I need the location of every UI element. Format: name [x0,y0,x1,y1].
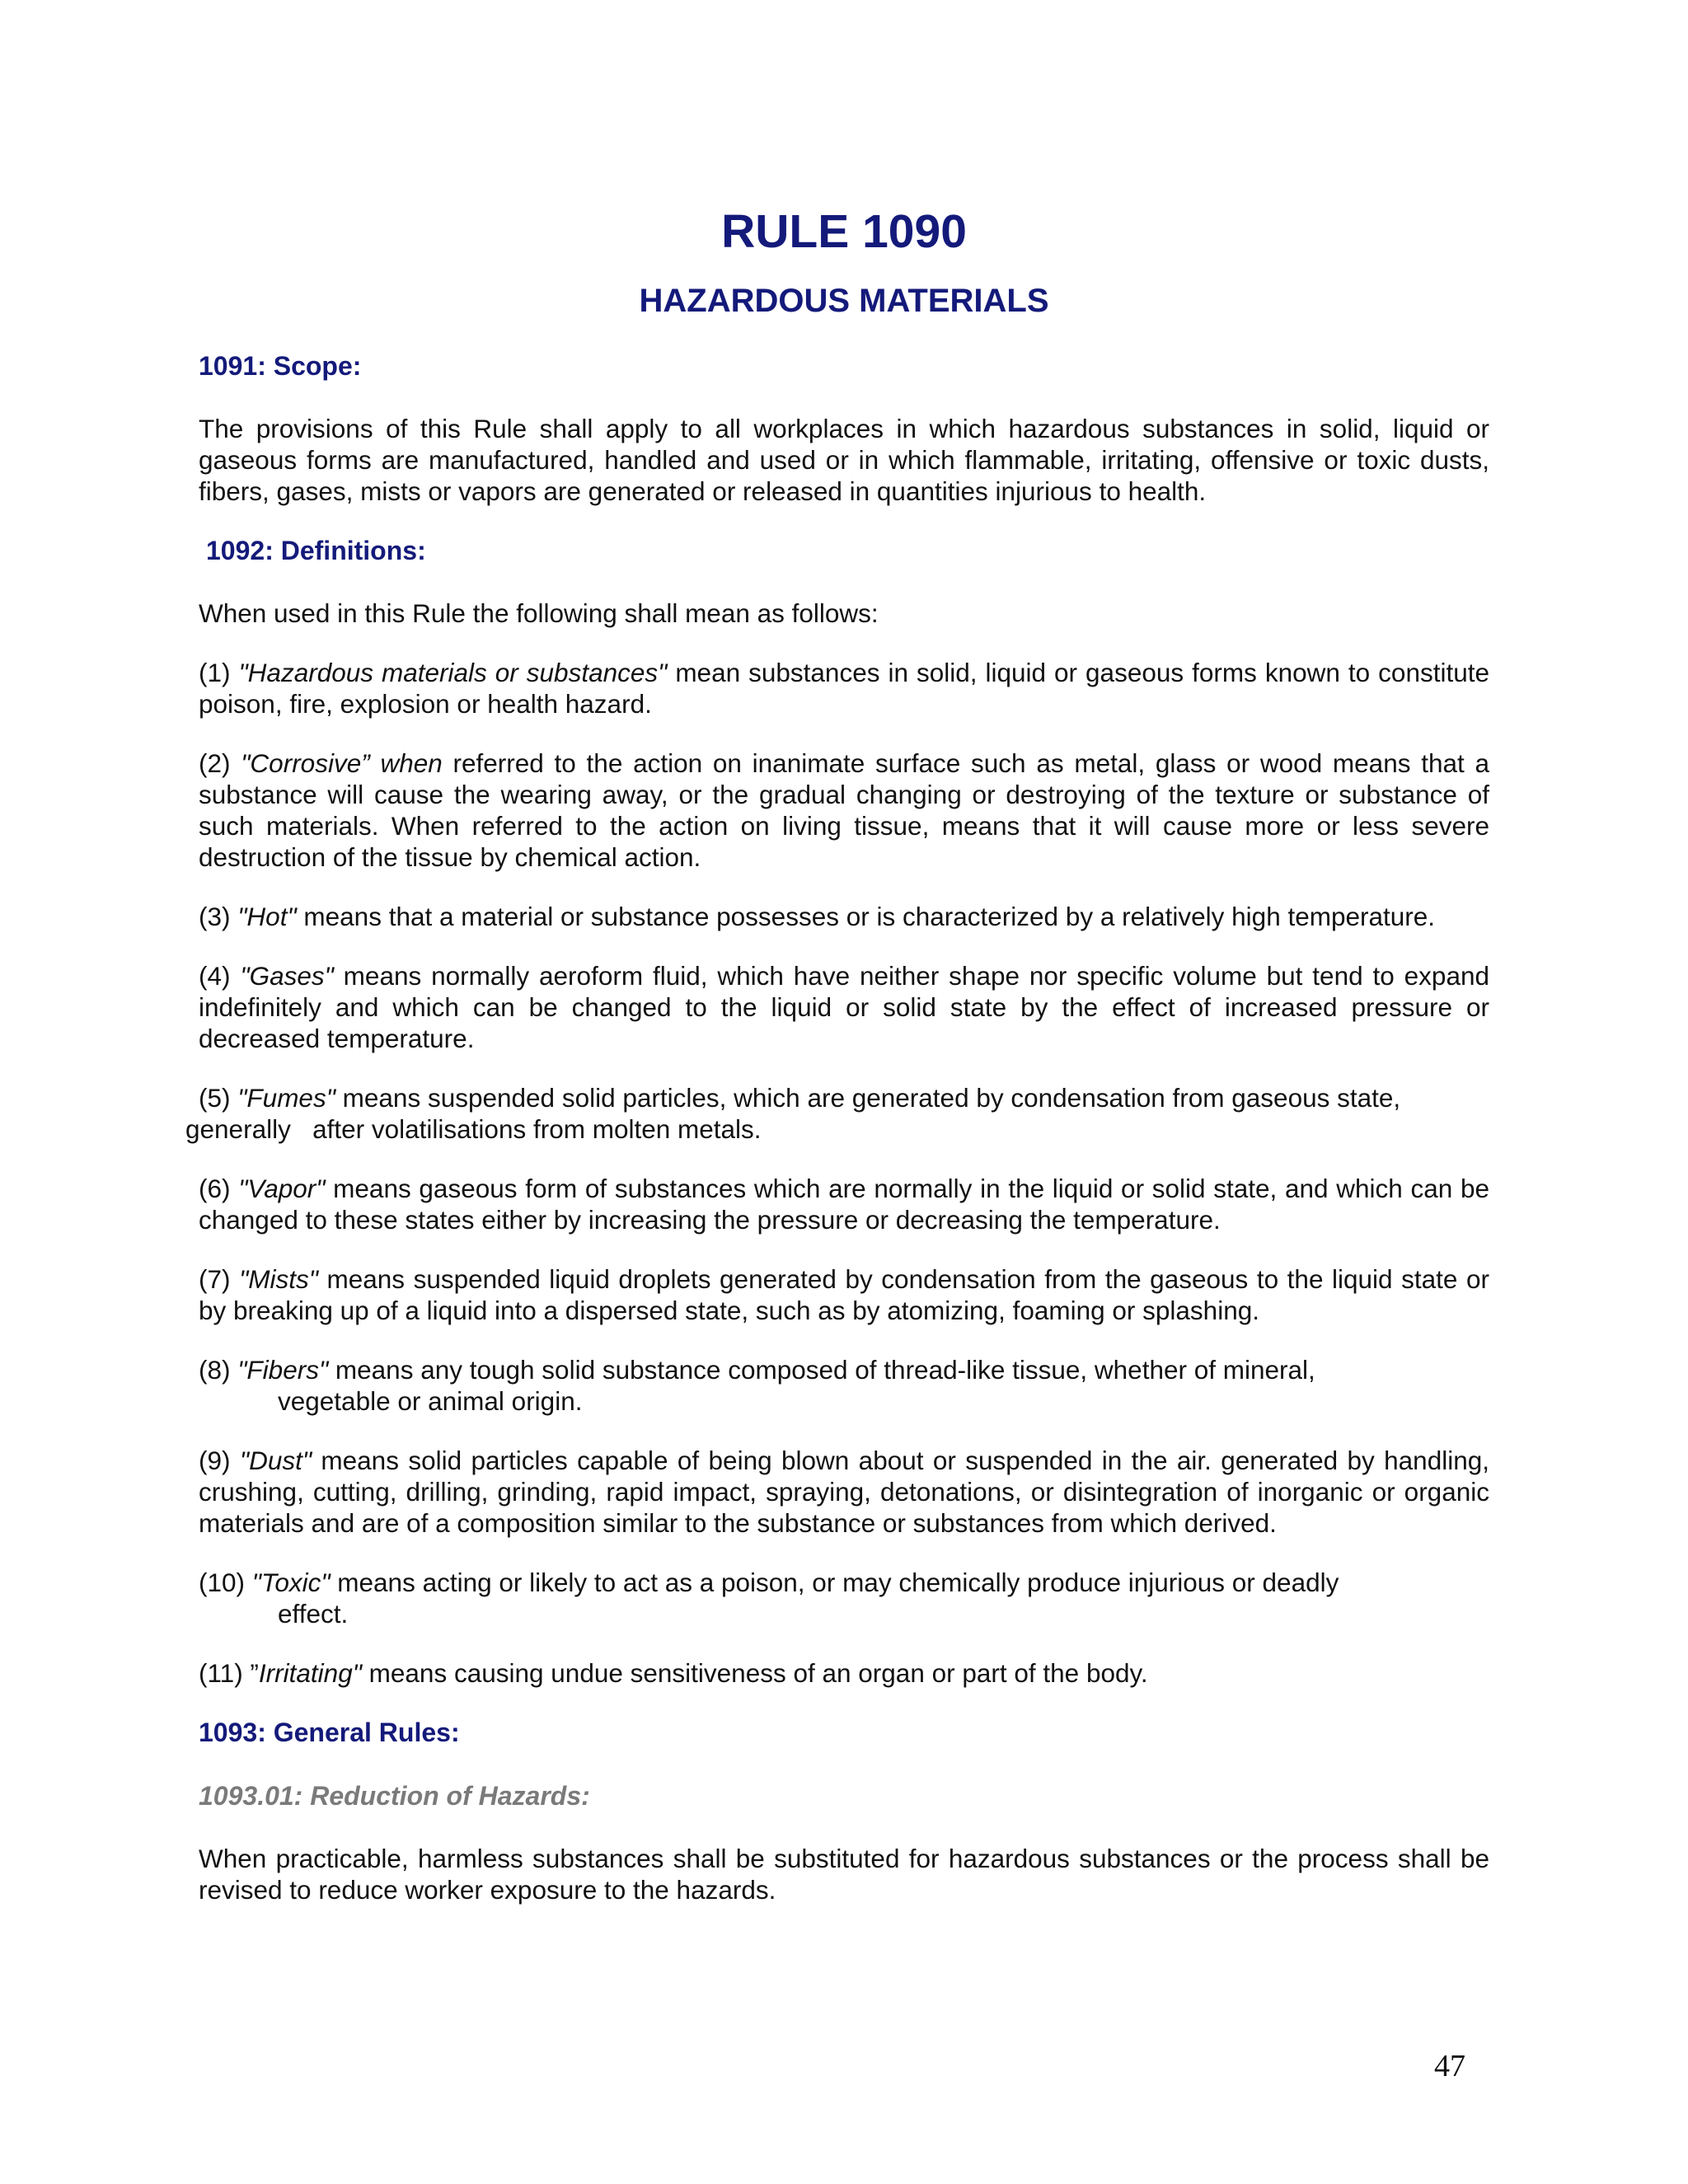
definition-item [199,1567,1489,1629]
definition-term: Irritating" [258,1658,362,1689]
definition-item [199,1263,1489,1326]
definition-text: means acting or likely to act as a poison, or may chemically produce injurious or deadly [330,1568,1339,1598]
definition-continuation: generally after volatilisations from molten metals. [185,1114,762,1145]
definition-item [199,748,1489,873]
definition-text: means causing undue sensitiveness of an organ or part of the body. [361,1658,1148,1689]
definition-item [199,1445,1489,1539]
definition-text: referred to the action on inanimate surface such as metal, glass or wood means that a substance will cause the wearing away, or the gradual changing or destroying of the texture or substance of such materials. When referred to the action on living tissue, means that it will cause more or less severe destruction of the tissue by chemical action. [199,748,1490,873]
definition-number: (11) ” [199,1658,259,1689]
definition-item [199,901,1489,932]
definition-item [199,1657,1489,1689]
definition-term: "Vapor" [238,1174,326,1204]
definition-text: means suspended solid particles, which are generated by condensation from gaseous state, [335,1083,1401,1113]
definition-number: (10) [199,1568,252,1598]
definition-term: "Hazardous materials or substances" [238,658,668,688]
definition-text: means normally aeroform fluid, which have neither shape nor specific volume but tend to expand indefinitely and which can be changed to the liquid or solid state by the effect of increased pressure or decreased temperature. [199,961,1489,1054]
definition-item [199,657,1489,719]
reduction-of-hazards-heading: 1093.01: Reduction of Hazards: [199,1780,590,1811]
reduction-of-hazards-text: When practicable, harmless substances shall be substituted for hazardous substances or the process shall be revised to reduce worker exposure to the hazards. [199,1844,1489,1905]
definition-text: mean substances in solid, liquid or gaseous forms known to constitute poison, fire, explosion or health hazard. [199,658,1490,719]
definition-text: means any tough solid substance composed of thread-like tissue, whether of mineral, [328,1355,1315,1385]
definition-text: means solid particles capable of being blown about or suspended in the air. generated by handling, crushing, cutting, drilling, grinding, rapid impact, spraying, detonations, or disintegration of inorganic or organic materials and are of a composition similar to the substance or substances from which derived. [199,1446,1489,1539]
definition-number: (2) [199,748,241,779]
definition-text: means that a material or substance possesses or is characterized by a relatively high temperature. [296,902,1436,932]
definition-term: "Gases" [240,961,334,991]
definition-term: "Fibers" [237,1355,329,1385]
definition-continuation: vegetable or animal origin. [278,1386,583,1417]
definition-number: (3) [199,902,238,932]
definition-term: "Mists" [239,1264,318,1295]
definition-term: "Dust" [239,1446,312,1476]
definition-term: "Toxic" [251,1568,331,1598]
definition-continuation: effect. [278,1599,349,1629]
scope-text: The provisions of this Rule shall apply to all workplaces in which hazardous substances in solid, liquid or gaseous forms are manufactured, handled and used or in which flammable, irritating, offensive or toxic dusts, fibers, gases, mists or vapors are generated or released in quantities injurious to health. [199,414,1489,507]
page-subtitle: HAZARDOUS MATERIALS [639,282,1049,319]
definition-number: (4) [199,961,241,991]
definition-number: (7) [199,1264,240,1295]
definition-item [199,1173,1489,1235]
page-number: 47 [1434,2049,1465,2083]
definitions-intro: When used in this Rule the following shall mean as follows: [199,598,879,629]
scope-heading: 1091: Scope: [199,350,362,381]
definition-text: means suspended liquid droplets generated by condensation from the gaseous to the liquid state or by breaking up of a liquid into a dispersed state, such as by atomizing, foaming or splashing. [199,1264,1490,1326]
definition-term: "Corrosive” when [241,748,443,779]
definition-text: means gaseous form of substances which are normally in the liquid or solid state, and which can be changed to these states either by increasing the pressure or decreasing the temperature. [199,1174,1489,1235]
definition-number: (5) [199,1083,238,1113]
document-page [185,205,1490,1933]
definition-number: (1) [199,658,239,688]
definition-term: "Fumes" [237,1083,335,1113]
definition-item [185,1082,1489,1145]
definition-number: (9) [199,1446,240,1476]
general-rules-heading: 1093: General Rules: [199,1718,460,1748]
definition-item [199,1354,1489,1417]
definition-number: (6) [199,1174,239,1204]
definition-number: (8) [199,1355,238,1385]
page-title: RULE 1090 [721,205,967,258]
definition-term: "Hot" [237,902,297,932]
definitions-heading: 1092: Definitions: [206,536,426,566]
definition-item [199,960,1489,1054]
